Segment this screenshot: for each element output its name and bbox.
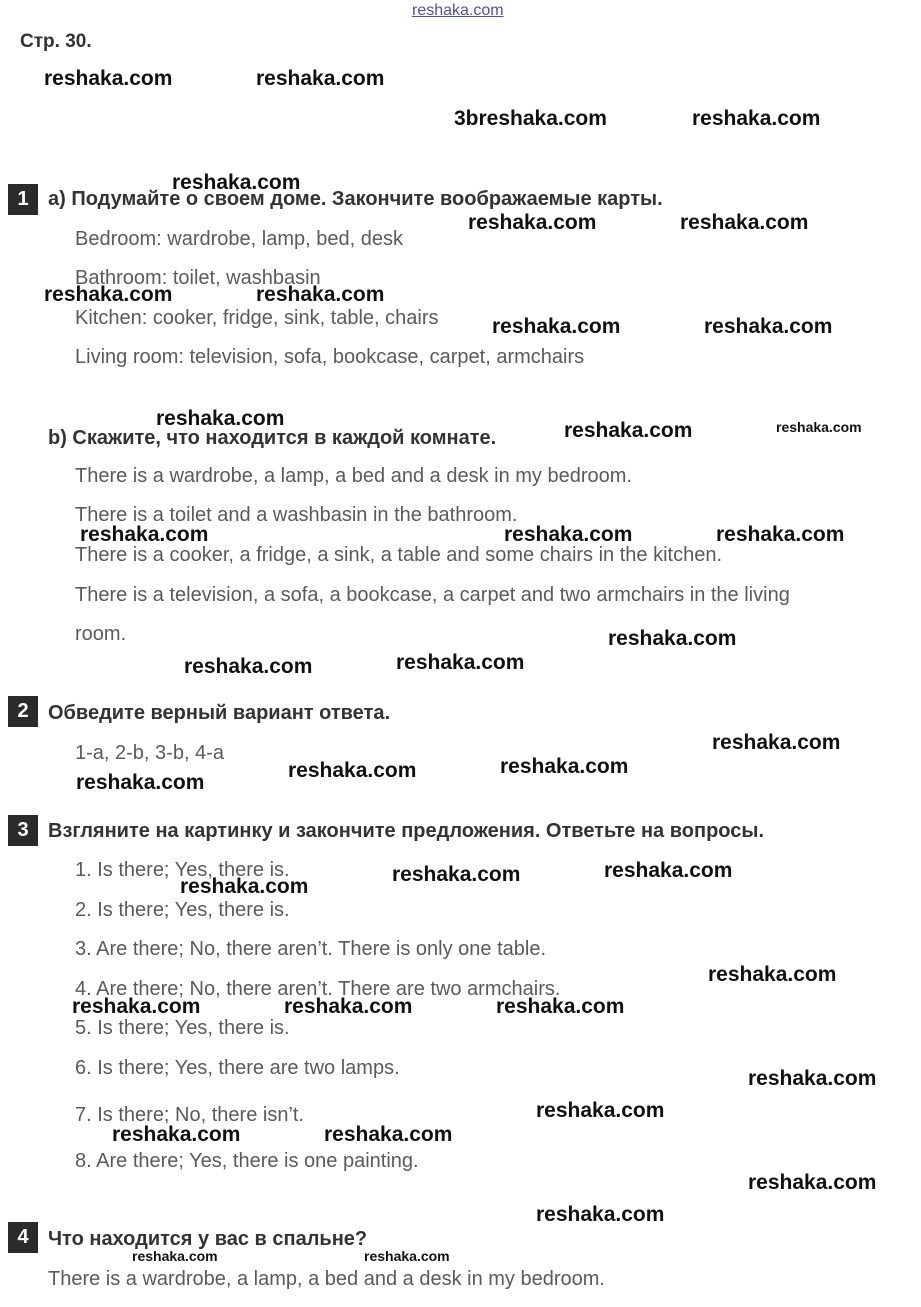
watermark: reshaka.com bbox=[184, 655, 313, 678]
watermark: reshaka.com bbox=[80, 523, 209, 546]
exercise-1b-line: There is a television, a sofa, a bookcase, a carpet and two armchairs in the living bbox=[75, 584, 790, 606]
exercise-1a-line: Bathroom: toilet, washbasin bbox=[75, 267, 321, 289]
exercise-1-number: 1 bbox=[8, 184, 38, 215]
watermark: reshaka.com bbox=[536, 1099, 665, 1122]
watermark: reshaka.com bbox=[256, 67, 385, 90]
watermark: 3breshaka.com bbox=[454, 107, 607, 130]
watermark: reshaka.com bbox=[392, 863, 521, 886]
watermark: reshaka.com bbox=[748, 1067, 877, 1090]
watermark: reshaka.com bbox=[604, 859, 733, 882]
exercise-1a-line: Bedroom: wardrobe, lamp, bed, desk bbox=[75, 228, 403, 250]
exercise-3-line: 2. Is there; Yes, there is. bbox=[75, 899, 290, 921]
watermark: reshaka.com bbox=[72, 995, 201, 1018]
watermark: reshaka.com bbox=[776, 419, 862, 435]
exercise-1a-line: Living room: television, sofa, bookcase, carpet, armchairs bbox=[75, 346, 585, 368]
watermark: reshaka.com bbox=[468, 211, 597, 234]
exercise-2-heading: Обведите верный вариант ответа. bbox=[48, 702, 391, 724]
watermark: reshaka.com bbox=[76, 771, 205, 794]
watermark: reshaka.com bbox=[496, 995, 625, 1018]
watermark: reshaka.com bbox=[44, 283, 173, 306]
watermark: reshaka.com bbox=[180, 875, 309, 898]
watermark: reshaka.com bbox=[112, 1123, 241, 1146]
exercise-3-line: 1. Is there; Yes, there is. bbox=[75, 859, 290, 881]
watermark: reshaka.com bbox=[156, 407, 285, 430]
watermark: reshaka.com bbox=[256, 283, 385, 306]
watermark: reshaka.com bbox=[396, 651, 525, 674]
exercise-3-line: 4. Are there; No, there aren’t. There are two armchairs. bbox=[75, 978, 561, 1000]
watermark: reshaka.com bbox=[704, 315, 833, 338]
exercise-3-line: 8. Are there; Yes, there is one painting. bbox=[75, 1150, 419, 1172]
watermark: reshaka.com bbox=[712, 731, 841, 754]
exercise-3-line: 3. Are there; No, there aren’t. There is only one table. bbox=[75, 938, 547, 960]
watermark: reshaka.com bbox=[364, 1248, 450, 1264]
exercise-1a-line: Kitchen: cooker, fridge, sink, table, chairs bbox=[75, 307, 439, 329]
watermark: reshaka.com bbox=[492, 315, 621, 338]
watermark: reshaka.com bbox=[504, 523, 633, 546]
site-link[interactable]: reshaka.com bbox=[412, 2, 504, 19]
exercise-3-line: 5. Is there; Yes, there is. bbox=[75, 1017, 290, 1039]
watermark: reshaka.com bbox=[564, 419, 693, 442]
exercise-3-number: 3 bbox=[8, 815, 38, 846]
watermark: reshaka.com bbox=[536, 1203, 665, 1226]
exercise-1b-line: room. bbox=[75, 623, 127, 645]
exercise-3-heading: Взгляните на картинку и закончите предложения. Ответьте на вопросы. bbox=[48, 820, 764, 842]
exercise-4-heading: Что находится у вас в спальне? bbox=[48, 1228, 368, 1250]
exercise-2-answer: 1-a, 2-b, 3-b, 4-a bbox=[75, 742, 224, 764]
watermark: reshaka.com bbox=[680, 211, 809, 234]
watermark: reshaka.com bbox=[500, 755, 629, 778]
watermark: reshaka.com bbox=[44, 67, 173, 90]
watermark: reshaka.com bbox=[288, 759, 417, 782]
watermark: reshaka.com bbox=[748, 1171, 877, 1194]
watermark: reshaka.com bbox=[324, 1123, 453, 1146]
watermark: reshaka.com bbox=[284, 995, 413, 1018]
page-number: Стр. 30. bbox=[20, 31, 92, 52]
watermark: reshaka.com bbox=[132, 1248, 218, 1264]
watermark: reshaka.com bbox=[692, 107, 821, 130]
exercise-3-line: 7. Is there; No, there isn’t. bbox=[75, 1104, 304, 1126]
exercise-4-answer: There is a wardrobe, a lamp, a bed and a desk in my bedroom. bbox=[48, 1268, 605, 1290]
exercise-4-number: 4 bbox=[8, 1222, 38, 1253]
exercise-1a-heading: a) Подумайте о своем доме. Закончите воображаемые карты. bbox=[48, 188, 663, 210]
watermark: reshaka.com bbox=[608, 627, 737, 650]
exercise-1b-line: There is a toilet and a washbasin in the bathroom. bbox=[75, 504, 518, 526]
exercise-3-line: 6. Is there; Yes, there are two lamps. bbox=[75, 1057, 400, 1079]
watermark: reshaka.com bbox=[708, 963, 837, 986]
watermark: reshaka.com bbox=[172, 171, 301, 194]
watermark: reshaka.com bbox=[716, 523, 845, 546]
exercise-1b-heading: b) Скажите, что находится в каждой комнате. bbox=[48, 427, 497, 449]
exercise-1b-line: There is a cooker, a fridge, a sink, a table and some chairs in the kitchen. bbox=[75, 544, 723, 566]
exercise-2-number: 2 bbox=[8, 696, 38, 727]
exercise-1b-line: There is a wardrobe, a lamp, a bed and a desk in my bedroom. bbox=[75, 465, 632, 487]
